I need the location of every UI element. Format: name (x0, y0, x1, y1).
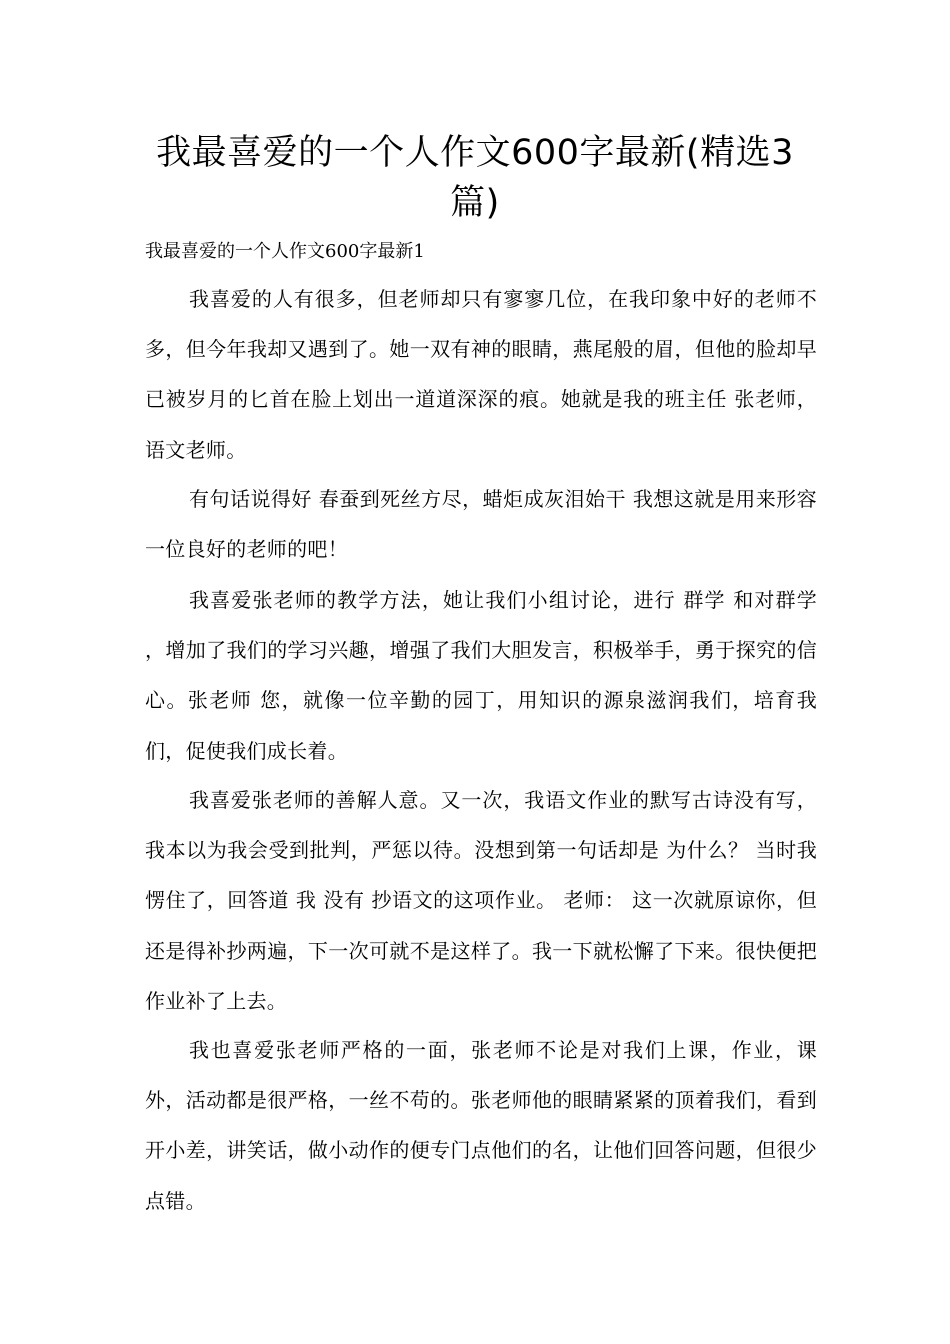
document-title: 我最喜爱的一个人作文600字最新(精选3篇) (156, 133, 794, 223)
paragraph-1: 我喜爱的人有很多，但老师却只有寥寥几位，在我印象中好的老师不多，但今年我却又遇到了。她一双有神的眼睛，燕尾般的眉，但他的脸却早已被岁月的匕首在脸上划出一道道深深的痕。她就是我的班主任 张老师，语文老师。 (145, 287, 817, 462)
paragraph-3: 我喜爱张老师的教学方法，她让我们小组讨论，进行 群学 和对群学 ，增加了我们的学习兴趣，增强了我们大胆发言，积极举手，勇于探究的信心。张老师 您，就像一位辛勤的园丁，用知识的源泉滋润我们，培育我们，促使我们成长着。 (145, 588, 817, 763)
paragraph-5: 我也喜爱张老师严格的一面，张老师不论是对我们上课，作业，课外，活动都是很严格，一丝不苟的。张老师他的眼睛紧紧的顶着我们，看到开小差，讲笑话，做小动作的便专门点他们的名，让他们回答问题，但很少点错。 (145, 1038, 817, 1213)
section-heading: 我最喜爱的一个人作文600字最新1 (145, 241, 425, 262)
paragraph-4: 我喜爱张老师的善解人意。又一次，我语文作业的默写古诗没有写，我本以为我会受到批判，严惩以待。没想到第一句话却是 为什么？ 当时我愣住了，回答道 我 没有 抄语文的这项作业。 老师： 这一次就原谅你，但还是得补抄两遍，下一次可就不是这样了。我一下就松懈了下来。很快便把作业补了上去。 (145, 788, 817, 1013)
paragraph-2: 有句话说得好 春蚕到死丝方尽，蜡炬成灰泪始干 我想这就是用来形容一位良好的老师的吧！ (145, 487, 817, 562)
